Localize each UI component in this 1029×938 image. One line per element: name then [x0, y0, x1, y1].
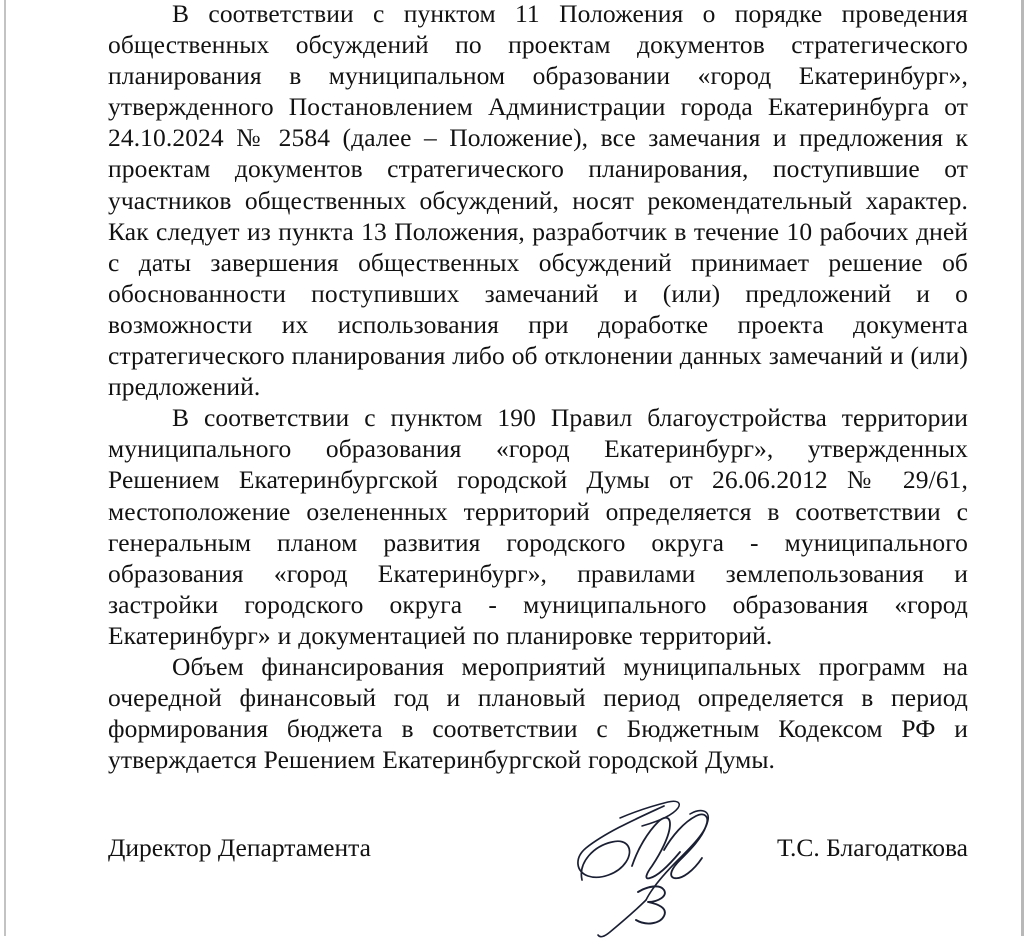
signature-block: [108, 832, 968, 876]
signatory-role: Директор Департамента: [108, 833, 371, 862]
signatory-name: Т.С. Благодаткова: [777, 833, 968, 862]
handwritten-signature-icon: [560, 788, 750, 938]
paragraph-public-discussions-procedure: В соответствии с пунктом 11 Положения о порядке проведения общественных обсуждений по проектам документов стратегического планирования в муниципальном образовании «город Екатеринбург», утвержденного Постановлением Администрации города Екатеринбурга от 24.10.2024 № 2584 (далее – Положение), все замечания и предложения к проектам документов стратегического планирования, поступившие от участников общественных обсуждений, носят рекомендательный характер. Как следует из пункта 13 Положения, разработчик в течение 10 рабочих дней с даты завершения общественных обсуждений принимает решение об обоснованности поступивших замечаний и (или) предложений и о возможности их использования при доработке проекта документа стратегического планирования либо об отклонении данных замечаний и (или) предложений.: [108, 0, 968, 402]
scan-artifact-right-edge: [1021, 0, 1024, 936]
paragraph-funding-volume: Объем финансирования мероприятий муниципальных программ на очередной финансовый год и плановый период определяется в период формирования бюджета в соответствии с Бюджетным Кодексом РФ и утверждается Решением Екатеринбургской городской Думы.: [108, 651, 968, 775]
paragraph-landscaping-rules: В соответствии с пунктом 190 Правил благоустройства территории муниципального образования «город Екатеринбург», утвержденных Решением Екатеринбургской городской Думы от 26.06.2012 № 29/61, местоположение озелененных территорий определяется в соответствии с генеральным планом развития городского округа - муниципального образования «город Екатеринбург», правилами землепользования и застройки городского округа - муниципального образования «город Екатеринбург» и документацией по планировке территорий.: [108, 403, 968, 650]
scan-artifact-left-edge: [4, 0, 6, 936]
document-body: [108, 0, 968, 775]
